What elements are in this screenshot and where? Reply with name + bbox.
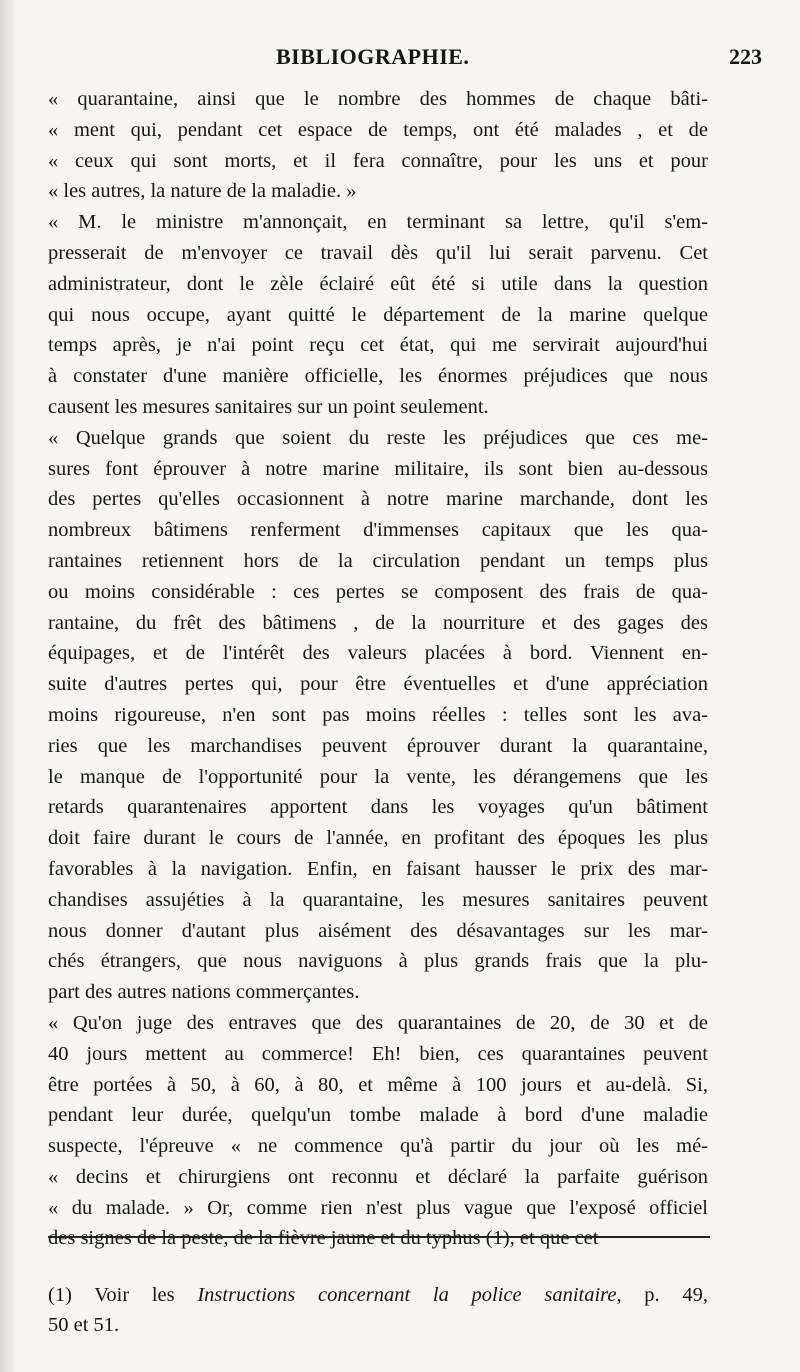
body-text	[48, 84, 708, 1254]
text-line: « ceux qui sont morts, et il fera connaître, pour les uns et pour	[48, 149, 708, 172]
text-line: « decins et chirurgiens ont reconnu et déclaré la parfaite guérison	[48, 1165, 708, 1188]
text-line: « Quelque grands que soient du reste les préjudices que ces me-	[48, 426, 708, 449]
footnote-marker: (1) Voir les	[48, 1284, 198, 1306]
text-line: « ment qui, pendant cet espace de temps, ont été malades , et de	[48, 118, 708, 141]
footnote-line: 50 et 51.	[48, 1314, 120, 1336]
text-line: rantaines retiennent hors de la circulation pendant un temps plus	[48, 549, 708, 572]
text-line: ries que les marchandises peuvent éprouver durant la quarantaine,	[48, 734, 708, 757]
text-line: le manque de l'opportunité pour la vente, les dérangemens que les	[48, 765, 708, 788]
text-line: « du malade. » Or, comme rien n'est plus vague que l'exposé officiel	[48, 1196, 708, 1219]
text-line: « Qu'on juge des entraves que des quarantaines de 20, de 30 et de	[48, 1011, 708, 1034]
text-line: équipages, et de l'intérêt des valeurs placées à bord. Viennent en-	[48, 642, 708, 665]
text-line: « les autres, la nature de la maladie. »	[48, 180, 357, 203]
text-line: doit faire durant le cours de l'année, en profitant des époques les plus	[48, 827, 708, 850]
text-line: nous donner d'autant plus aisément des désavantages sur les mar-	[48, 919, 708, 942]
footnote-title: Instructions concernant la police sanitaire	[197, 1284, 617, 1306]
text-line: des signes de la peste, de la fièvre jaune et du typhus (1), et que cet	[48, 1227, 599, 1250]
page-edge-shadow	[0, 0, 14, 1372]
text-line: favorables à la navigation. Enfin, en faisant hausser le prix des mar-	[48, 857, 708, 880]
footnote-page-ref: , p. 49,	[616, 1284, 708, 1306]
text-line: qui nous occupe, ayant quitté le département de la marine quelque	[48, 303, 708, 326]
text-line: moins rigoureuse, n'en sont pas moins réelles : telles sont les ava-	[48, 703, 708, 726]
text-line: causent les mesures sanitaires sur un point seulement.	[48, 395, 489, 418]
text-line: nombreux bâtimens renferment d'immenses capitaux que les qua-	[48, 519, 708, 542]
text-line: chandises assujéties à la quarantaine, les mesures sanitaires peuvent	[48, 888, 708, 911]
text-line: à constater d'une manière officielle, les énormes préjudices que nous	[48, 365, 708, 388]
text-line: temps après, je n'ai point reçu cet état, qui me servirait aujourd'hui	[48, 334, 708, 357]
paragraph	[48, 423, 708, 1008]
text-line: « quarantaine, ainsi que le nombre des hommes de chaque bâti-	[48, 88, 708, 110]
text-line: presserait de m'envoyer ce travail dès qu'il lui serait parvenu. Cet	[48, 241, 708, 264]
paragraph	[48, 1008, 708, 1254]
text-line: retards quarantenaires apportent dans les voyages qu'un bâtiment	[48, 796, 708, 819]
text-line: « M. le ministre m'annonçait, en terminant sa lettre, qu'il s'em-	[48, 211, 708, 234]
text-line: 40 jours mettent au commerce! Eh! bien, ces quarantaines peuvent	[48, 1042, 708, 1065]
text-line: sures font éprouver à notre marine militaire, ils sont bien au-dessous	[48, 457, 708, 480]
footnote-rule	[48, 1236, 710, 1238]
text-line: rantaine, du frêt des bâtimens , de la nourriture et des gages des	[48, 611, 708, 634]
text-line: pendant leur durée, quelqu'un tombe malade à bord d'une maladie	[48, 1104, 708, 1127]
text-line: être portées à 50, à 60, à 80, et même à 100 jours et au-delà. Si,	[48, 1073, 708, 1096]
page-header	[48, 44, 762, 76]
text-line: suspecte, l'épreuve « ne commence qu'à partir du jour où les mé-	[48, 1135, 708, 1158]
paragraph	[48, 207, 708, 423]
text-line: des pertes qu'elles occasionnent à notre marine marchande, dont les	[48, 488, 708, 511]
page-number: 223	[729, 44, 762, 69]
running-head: BIBLIOGRAPHIE.	[276, 44, 470, 69]
text-line: suite d'autres pertes qui, pour être éventuelles et d'une appréciation	[48, 673, 708, 696]
paragraph	[48, 84, 708, 207]
text-line: ou moins considérable : ces pertes se composent des frais de qua-	[48, 580, 708, 603]
footnote-line	[48, 1280, 708, 1310]
text-line: chés étrangers, que nous naviguons à plus grands frais que la plu-	[48, 950, 708, 973]
text-line: part des autres nations commerçantes.	[48, 981, 360, 1004]
text-line: administrateur, dont le zèle éclairé eût été si utile dans la question	[48, 272, 708, 295]
footnote	[48, 1280, 708, 1340]
